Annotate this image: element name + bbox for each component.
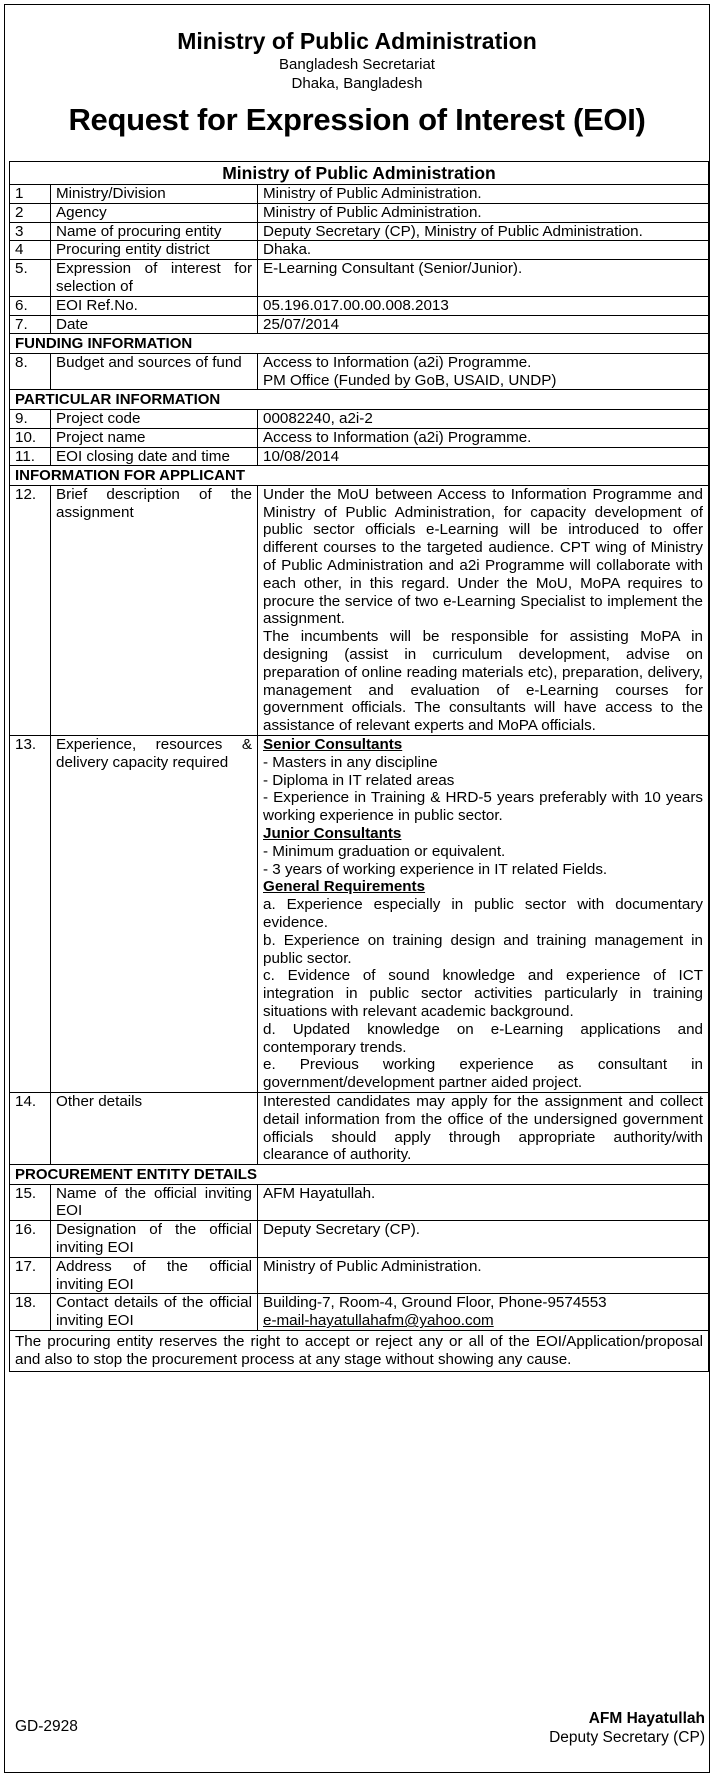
- row-label: EOI closing date and time: [51, 447, 258, 466]
- row-number: 7.: [10, 315, 51, 334]
- table-row: [10, 296, 709, 315]
- row-number: 17.: [10, 1257, 51, 1294]
- row-label: Agency: [51, 203, 258, 222]
- table-row: [10, 1092, 709, 1164]
- row-value: 10/08/2014: [258, 447, 709, 466]
- table-row: [10, 447, 709, 466]
- table-row: [10, 736, 709, 1093]
- row-number: 5.: [10, 260, 51, 297]
- requirement-item: - Masters in any discipline: [263, 753, 438, 771]
- row-value: [258, 353, 709, 390]
- requirement-item: - Minimum graduation or equivalent.: [263, 842, 506, 860]
- funding-sources: PM Office (Funded by GoB, USAID, UNDP): [263, 371, 557, 389]
- requirement-item: b. Experience on training design and training management in public sector.: [263, 931, 703, 967]
- table-row: [10, 203, 709, 222]
- table-row: [10, 1257, 709, 1294]
- row-value: 25/07/2014: [258, 315, 709, 334]
- section-heading: PARTICULAR INFORMATION: [10, 390, 709, 410]
- row-value: Deputy Secretary (CP).: [258, 1221, 709, 1258]
- section-heading: FUNDING INFORMATION: [10, 334, 709, 354]
- row-label: Project code: [51, 409, 258, 428]
- row-number: 1: [10, 185, 51, 204]
- row-number: 3: [10, 222, 51, 241]
- eoi-table-wrapper: [9, 161, 709, 1372]
- row-label: EOI Ref.No.: [51, 296, 258, 315]
- requirement-item: c. Evidence of sound knowledge and experience of ICT integration in public sector activities particularly in training situations with relevant academic background.: [263, 967, 703, 1020]
- row-label: Experience, resources & delivery capacity required: [51, 736, 258, 1093]
- signatory-designation: Deputy Secretary (CP): [549, 1729, 705, 1746]
- row-label: Address of the official inviting EOI: [51, 1257, 258, 1294]
- row-number: 6.: [10, 296, 51, 315]
- row-label: Budget and sources of fund: [51, 353, 258, 390]
- row-label: Project name: [51, 428, 258, 447]
- row-number: 18.: [10, 1294, 51, 1331]
- row-value: AFM Hayatullah.: [258, 1184, 709, 1221]
- row-label: Designation of the official inviting EOI: [51, 1221, 258, 1258]
- general-requirements-heading: General Requirements: [263, 878, 426, 896]
- table-row: [10, 1294, 709, 1331]
- row-value: 05.196.017.00.00.008.2013: [258, 296, 709, 315]
- signature-block: [549, 1709, 705, 1747]
- footnote-text: The procuring entity reserves the right to accept or reject any or all of the EOI/Application/proposal and also to stop the procurement process at any stage without showing any cause.: [10, 1331, 709, 1372]
- requirement-item: a. Experience especially in public sector with documentary evidence.: [263, 896, 703, 931]
- row-label: Name of procuring entity: [51, 222, 258, 241]
- section-row-particular: [10, 390, 709, 410]
- junior-consultants-heading: Junior Consultants: [263, 825, 402, 842]
- row-label: Contact details of the official inviting EOI: [51, 1294, 258, 1331]
- row-value: [258, 485, 709, 735]
- row-value: [258, 1294, 709, 1331]
- eoi-notice-page: [4, 4, 710, 1773]
- row-number: 8.: [10, 353, 51, 390]
- table-title: Ministry of Public Administration: [10, 162, 709, 185]
- row-number: 12.: [10, 485, 51, 735]
- table-title-row: [10, 162, 709, 185]
- row-value: Ministry of Public Administration.: [258, 203, 709, 222]
- row-value: Deputy Secretary (CP), Ministry of Public Administration.: [258, 222, 709, 241]
- row-label: Date: [51, 315, 258, 334]
- notice-header: [5, 27, 709, 139]
- contact-address: Building-7, Room-4, Ground Floor, Phone-9574553: [263, 1294, 607, 1312]
- signatory-name: AFM Hayatullah: [588, 1710, 705, 1727]
- table-row: [10, 1221, 709, 1258]
- section-row-procurement: [10, 1165, 709, 1185]
- assignment-paragraph: Under the MoU between Access to Information Programme and Ministry of Public Administration, for capacity development of public sector officials e-Learning will be introduced to offer different courses to the targeted audience. CPT wing of Ministry of Public Administration and a2i Programme will collaborate with each other, in this regard. Under the MoU, MoPA requires to procure the service of two e-Learning Specialist to implement the assignment.: [263, 485, 703, 628]
- row-value: Access to Information (a2i) Programme.: [258, 428, 709, 447]
- requirement-item: - Experience in Training & HRD-5 years preferably with 10 years working experience in public sector.: [263, 789, 703, 825]
- row-value: E-Learning Consultant (Senior/Junior).: [258, 260, 709, 297]
- requirement-item: d. Updated knowledge on e-Learning applications and contemporary trends.: [263, 1020, 703, 1056]
- row-number: 13.: [10, 736, 51, 1093]
- section-heading: INFORMATION FOR APPLICANT: [10, 466, 709, 486]
- section-row-applicant: [10, 466, 709, 486]
- funding-programme: Access to Information (a2i) Programme.: [263, 353, 532, 371]
- table-row: [10, 353, 709, 390]
- row-label: Expression of interest for selection of: [51, 260, 258, 297]
- table-row: [10, 315, 709, 334]
- footnote-row: [10, 1331, 709, 1372]
- row-number: 14.: [10, 1092, 51, 1164]
- contact-email[interactable]: e-mail-hayatullahafm@yahoo.com: [263, 1312, 494, 1330]
- row-number: 10.: [10, 428, 51, 447]
- row-number: 2: [10, 203, 51, 222]
- table-row: [10, 260, 709, 297]
- row-value: Ministry of Public Administration.: [258, 185, 709, 204]
- row-value: [258, 736, 709, 1093]
- table-row: [10, 485, 709, 735]
- row-number: 16.: [10, 1221, 51, 1258]
- notice-title: Request for Expression of Interest (EOI): [68, 102, 646, 137]
- row-label: Procuring entity district: [51, 241, 258, 260]
- table-row: [10, 409, 709, 428]
- row-label: Other details: [51, 1092, 258, 1164]
- table-row: [10, 222, 709, 241]
- row-label: Brief description of the assignment: [51, 485, 258, 735]
- row-value: Ministry of Public Administration.: [258, 1257, 709, 1294]
- section-heading: PROCUREMENT ENTITY DETAILS: [10, 1165, 709, 1185]
- row-number: 11.: [10, 447, 51, 466]
- row-value: Dhaka.: [258, 241, 709, 260]
- requirement-item: e. Previous working experience as consultant in government/development partner aided project.: [263, 1056, 703, 1092]
- gd-number: GD-2928: [15, 1718, 78, 1735]
- row-number: 9.: [10, 409, 51, 428]
- secretariat-line: Bangladesh Secretariat: [279, 56, 435, 73]
- assignment-paragraph: The incumbents will be responsible for assisting MoPA in designing (assist in curriculum development, advise on preparation of online reading materials etc), preparation, delivery, management and evaluation of e-Learning courses for government officials. The consultants will have access to the assistance of relevant experts and MoPA officials.: [263, 628, 703, 735]
- row-value: 00082240, a2i-2: [258, 409, 709, 428]
- requirement-item: - 3 years of working experience in IT related Fields.: [263, 860, 608, 878]
- row-value: Interested candidates may apply for the assignment and collect detail information from the office of the undersigned government officials should apply through appropriate authority/with clearance of authority.: [258, 1092, 709, 1164]
- eoi-table: [9, 161, 709, 1372]
- section-row-funding: [10, 334, 709, 354]
- city-line: Dhaka, Bangladesh: [291, 75, 423, 92]
- row-label: Ministry/Division: [51, 185, 258, 204]
- row-number: 4: [10, 241, 51, 260]
- row-number: 15.: [10, 1184, 51, 1221]
- table-row: [10, 1184, 709, 1221]
- table-row: [10, 241, 709, 260]
- table-row: [10, 185, 709, 204]
- table-row: [10, 428, 709, 447]
- ministry-heading: Ministry of Public Administration: [177, 28, 537, 54]
- row-label: Name of the official inviting EOI: [51, 1184, 258, 1221]
- requirement-item: - Diploma in IT related areas: [263, 771, 455, 789]
- senior-consultants-heading: Senior Consultants: [263, 736, 403, 754]
